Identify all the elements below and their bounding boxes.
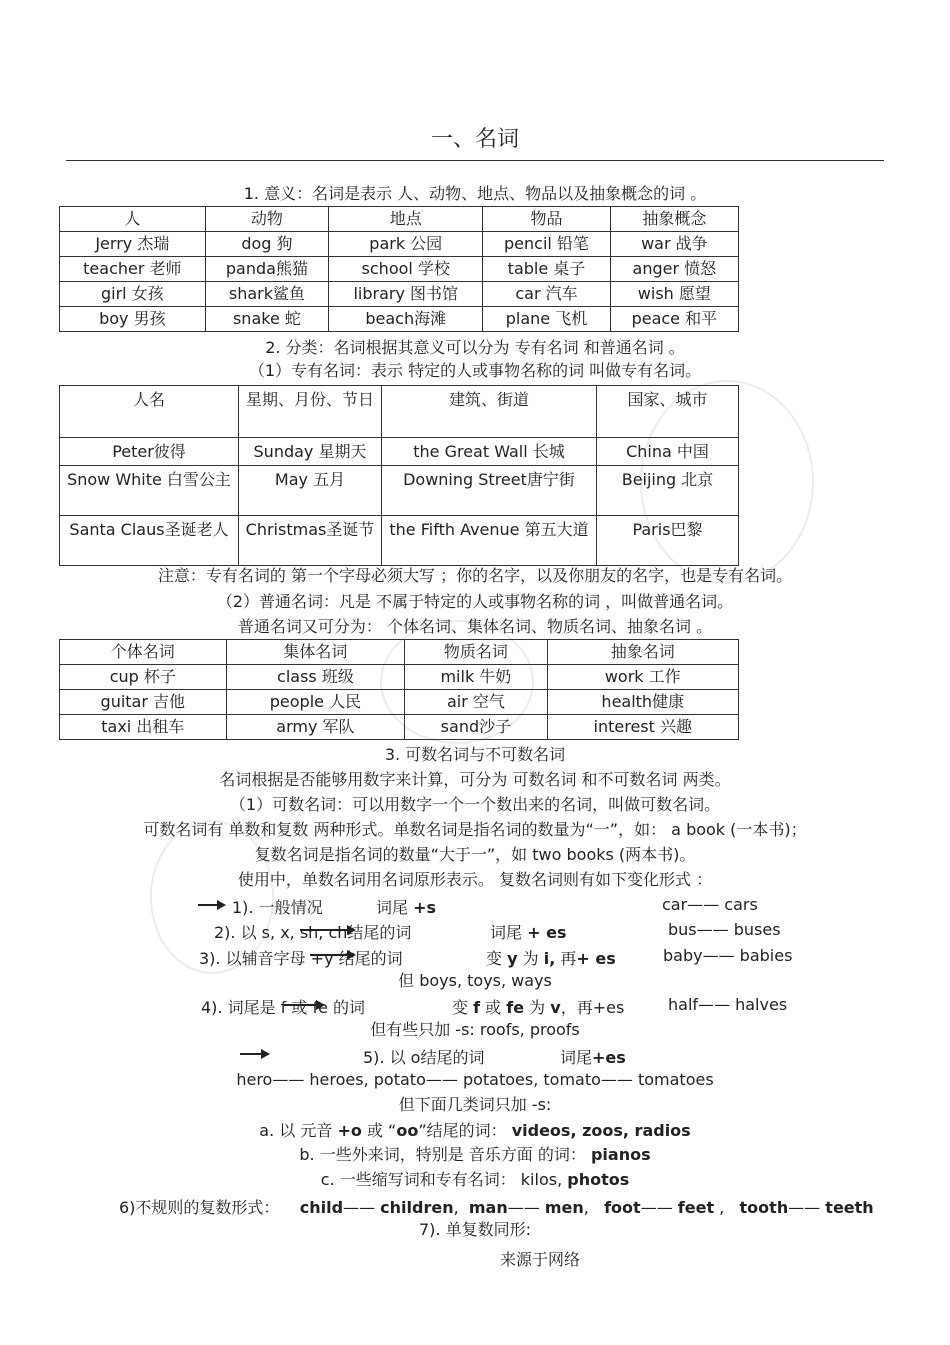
rule5-exception-a: a. 以 元音 +o 或 “oo”结尾的词： videos, zoos, radios — [259, 1121, 691, 1140]
proper-noun-note: 注意：专有名词的 第一个字母必须大写 ；你的名字，以及你朋友的名字，也是专有名词。 — [157, 566, 793, 585]
rule3-action: 变 y 为 i, 再+ es — [486, 949, 616, 968]
rule5-exception-intro: 但下面几类词只加 -s: — [398, 1095, 552, 1114]
rule4-action: 变 f 或 fe 为 v，再+es — [452, 998, 625, 1017]
singular-plural-forms: 可数名词有 单数和复数 两种形式。单数名词是指名词的数量为“一”，如： a book (一本书)； — [143, 820, 807, 839]
page-title: 一、名词 — [430, 127, 519, 152]
arrow-icon — [310, 954, 354, 956]
section3-title: 3. 可数名词与不可数名词 — [384, 745, 566, 764]
countable-definition: （1）可数名词：可以用数字一个一个数出来的名词，叫做可数名词。 — [229, 795, 721, 814]
common-noun-types: 普通名词又可分为： 个体名词、集体名词、物质名词、抽象名词 。 — [237, 617, 713, 636]
rule1-label: 1). 一般情况 — [232, 898, 323, 917]
rule5-action: 词尾+es — [560, 1048, 626, 1067]
arrow-icon — [300, 929, 354, 931]
section1-meaning: 1. 意义：名词是表示 人、动物、地点、物品以及抽象概念的词 。 — [243, 184, 707, 203]
plural-rules-intro: 使用中，单数名词用名词原形表示。 复数名词则有如下变化形式 ： — [237, 870, 713, 889]
source-footer: 来源于网络 — [500, 1250, 581, 1269]
rule7-same-form: 7). 单复数同形: — [419, 1220, 531, 1239]
rule2-example: bus—— buses — [668, 920, 781, 939]
rule3-example: baby—— babies — [663, 946, 793, 965]
plural-definition: 复数名词是指名词的数量“大于一”，如 two books (两本书)。 — [254, 845, 696, 864]
rule4-exception: 但有些只加 -s: roofs, proofs — [370, 1020, 580, 1039]
rule1-action: 词尾 +s — [376, 898, 437, 917]
rule3-exception: 但 boys, toys, ways — [398, 971, 552, 990]
rule5-exception-c: c. 一些缩写词和专有名词： kilos, photos — [320, 1170, 630, 1189]
rule6-irregular: 6)不规则的复数形式： child—— children, man—— men, foot—— feet , tooth—— teeth — [119, 1198, 874, 1217]
proper-noun-table: 人名 星期、月份、节日 建筑、街道 国家、城市 Peter彼得 Sunday 星期天 the Great Wall 长城 China 中国 Snow White 白雪公主 May 五月 Downing Street唐宁街 Beijing 北京 Santa Claus圣诞老人 Christmas圣诞节 the Fifth Avenue 第五大道 Paris巴黎 — [59, 385, 739, 566]
rule5-exception-b: b. 一些外来词，特别是 音乐方面 的词： pianos — [299, 1145, 651, 1164]
rule4-example: half—— halves — [668, 995, 788, 1014]
arrow-icon — [198, 904, 224, 906]
rule5-label: 5). 以 o结尾的词 — [363, 1048, 485, 1067]
title-divider — [66, 160, 884, 161]
countable-intro: 名词根据是否能够用数字来计算，可分为 可数名词 和不可数名词 两类。 — [219, 770, 731, 789]
section2-classification: 2. 分类：名词根据其意义可以分为 专有名词 和普通名词 。 — [265, 338, 685, 357]
rule4-label: 4). 词尾是 f 或 fe 的词 — [201, 998, 366, 1017]
rule5-examples: hero—— heroes, potato—— potatoes, tomato—— tomatoes — [236, 1070, 714, 1089]
common-noun-table: 个体名词 集体名词 物质名词 抽象名词 cup 杯子 class 班级 milk 牛奶 work 工作 guitar 吉他 people 人民 air 空气 health健康 taxi 出租车 army 军队 sand沙子 interest 兴趣 — [59, 639, 739, 740]
arrow-icon — [283, 1004, 323, 1006]
noun-category-table: 人 动物 地点 物品 抽象概念 Jerry 杰瑞 dog 狗 park 公园 pencil 铅笔 war 战争 teacher 老师 panda熊猫 school 学校 table 桌子 anger 愤怒 girl 女孩 shark鲨鱼 library 图书馆 car 汽车 wish 愿望 boy 男孩 snake 蛇 beach海滩 plane 飞机 peace 和平 — [59, 206, 739, 332]
proper-noun-definition: （1）专有名词：表示 特定的人或事物名称的词 叫做专有名词。 — [248, 361, 702, 380]
rule3-label: 3). 以辅音字母 +y 结尾的词 — [199, 949, 403, 968]
rule1-example: car—— cars — [662, 895, 758, 914]
rule2-action: 词尾 + es — [490, 923, 567, 942]
rule2-label: 2). 以 s, x, sh, ch结尾的词 — [214, 923, 412, 942]
arrow-icon — [240, 1053, 268, 1055]
common-noun-definition: （2）普通名词：凡是 不属于特定的人或事物名称的词 ，叫做普通名词。 — [216, 592, 734, 611]
